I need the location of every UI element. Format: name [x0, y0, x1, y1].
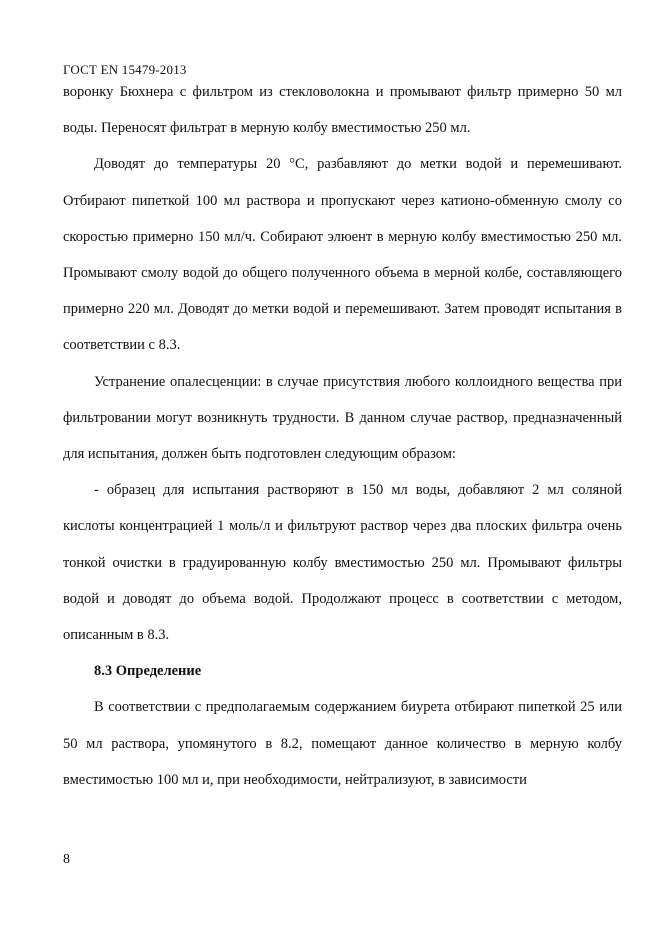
document-header: ГОСТ EN 15479-2013 — [63, 62, 187, 77]
paragraph-sample-procedure: - образец для испытания растворяют в 150 мл воды, добавляют 2 мл соляной кислоты концентрацией 1 моль/л и фильтруют раствор через два плоских фильтра очень тонкой очистки в градуированную колбу вместимостью 250 мл. Промывают фильтры водой и доводят до объема водой. Продолжают процесс в соответствии с методом, описанным в 8.3. — [63, 482, 622, 644]
paragraph-determination: В соответствии с предполагаемым содержанием биурета отбирают пипеткой 25 или 50 мл раствора, упомянутого в 8.2, помещают данное количество в мерную колбу вместимостью 100 мл и, при необходимости, нейтрализуют, в зависимости — [63, 699, 622, 788]
document-body — [63, 74, 622, 798]
paragraph-continuation: воронку Бюхнера с фильтром из стекловолокна и промывают фильтр примерно 50 мл воды. Переносят фильтрат в мерную колбу вместимостью 250 мл. — [63, 84, 622, 137]
section-heading: 8.3 Определение — [94, 663, 202, 680]
paragraph-temperature: Доводят до температуры 20 °С, разбавляют до метки водой и перемешивают. Отбирают пипеткой 100 мл раствора и пропускают через катионо-обменную смолу со скоростью примерно 150 мл/ч. Собирают элюент в мерную колбу вместимостью 250 мл. Промывают смолу водой до общего полученного объема в мерной колбе, составляющего примерно 220 мл. Доводят до метки водой и перемешивают. Затем проводят испытания в соответствии с 8.3. — [63, 156, 622, 354]
page-number: 8 — [63, 852, 70, 867]
paragraph-opalescence: Устранение опалесценции: в случае присутствия любого коллоидного вещества при фильтровании могут возникнуть трудности. В данном случае раствор, предназначенный для испытания, должен быть подготовлен следующим образом: — [63, 373, 622, 463]
